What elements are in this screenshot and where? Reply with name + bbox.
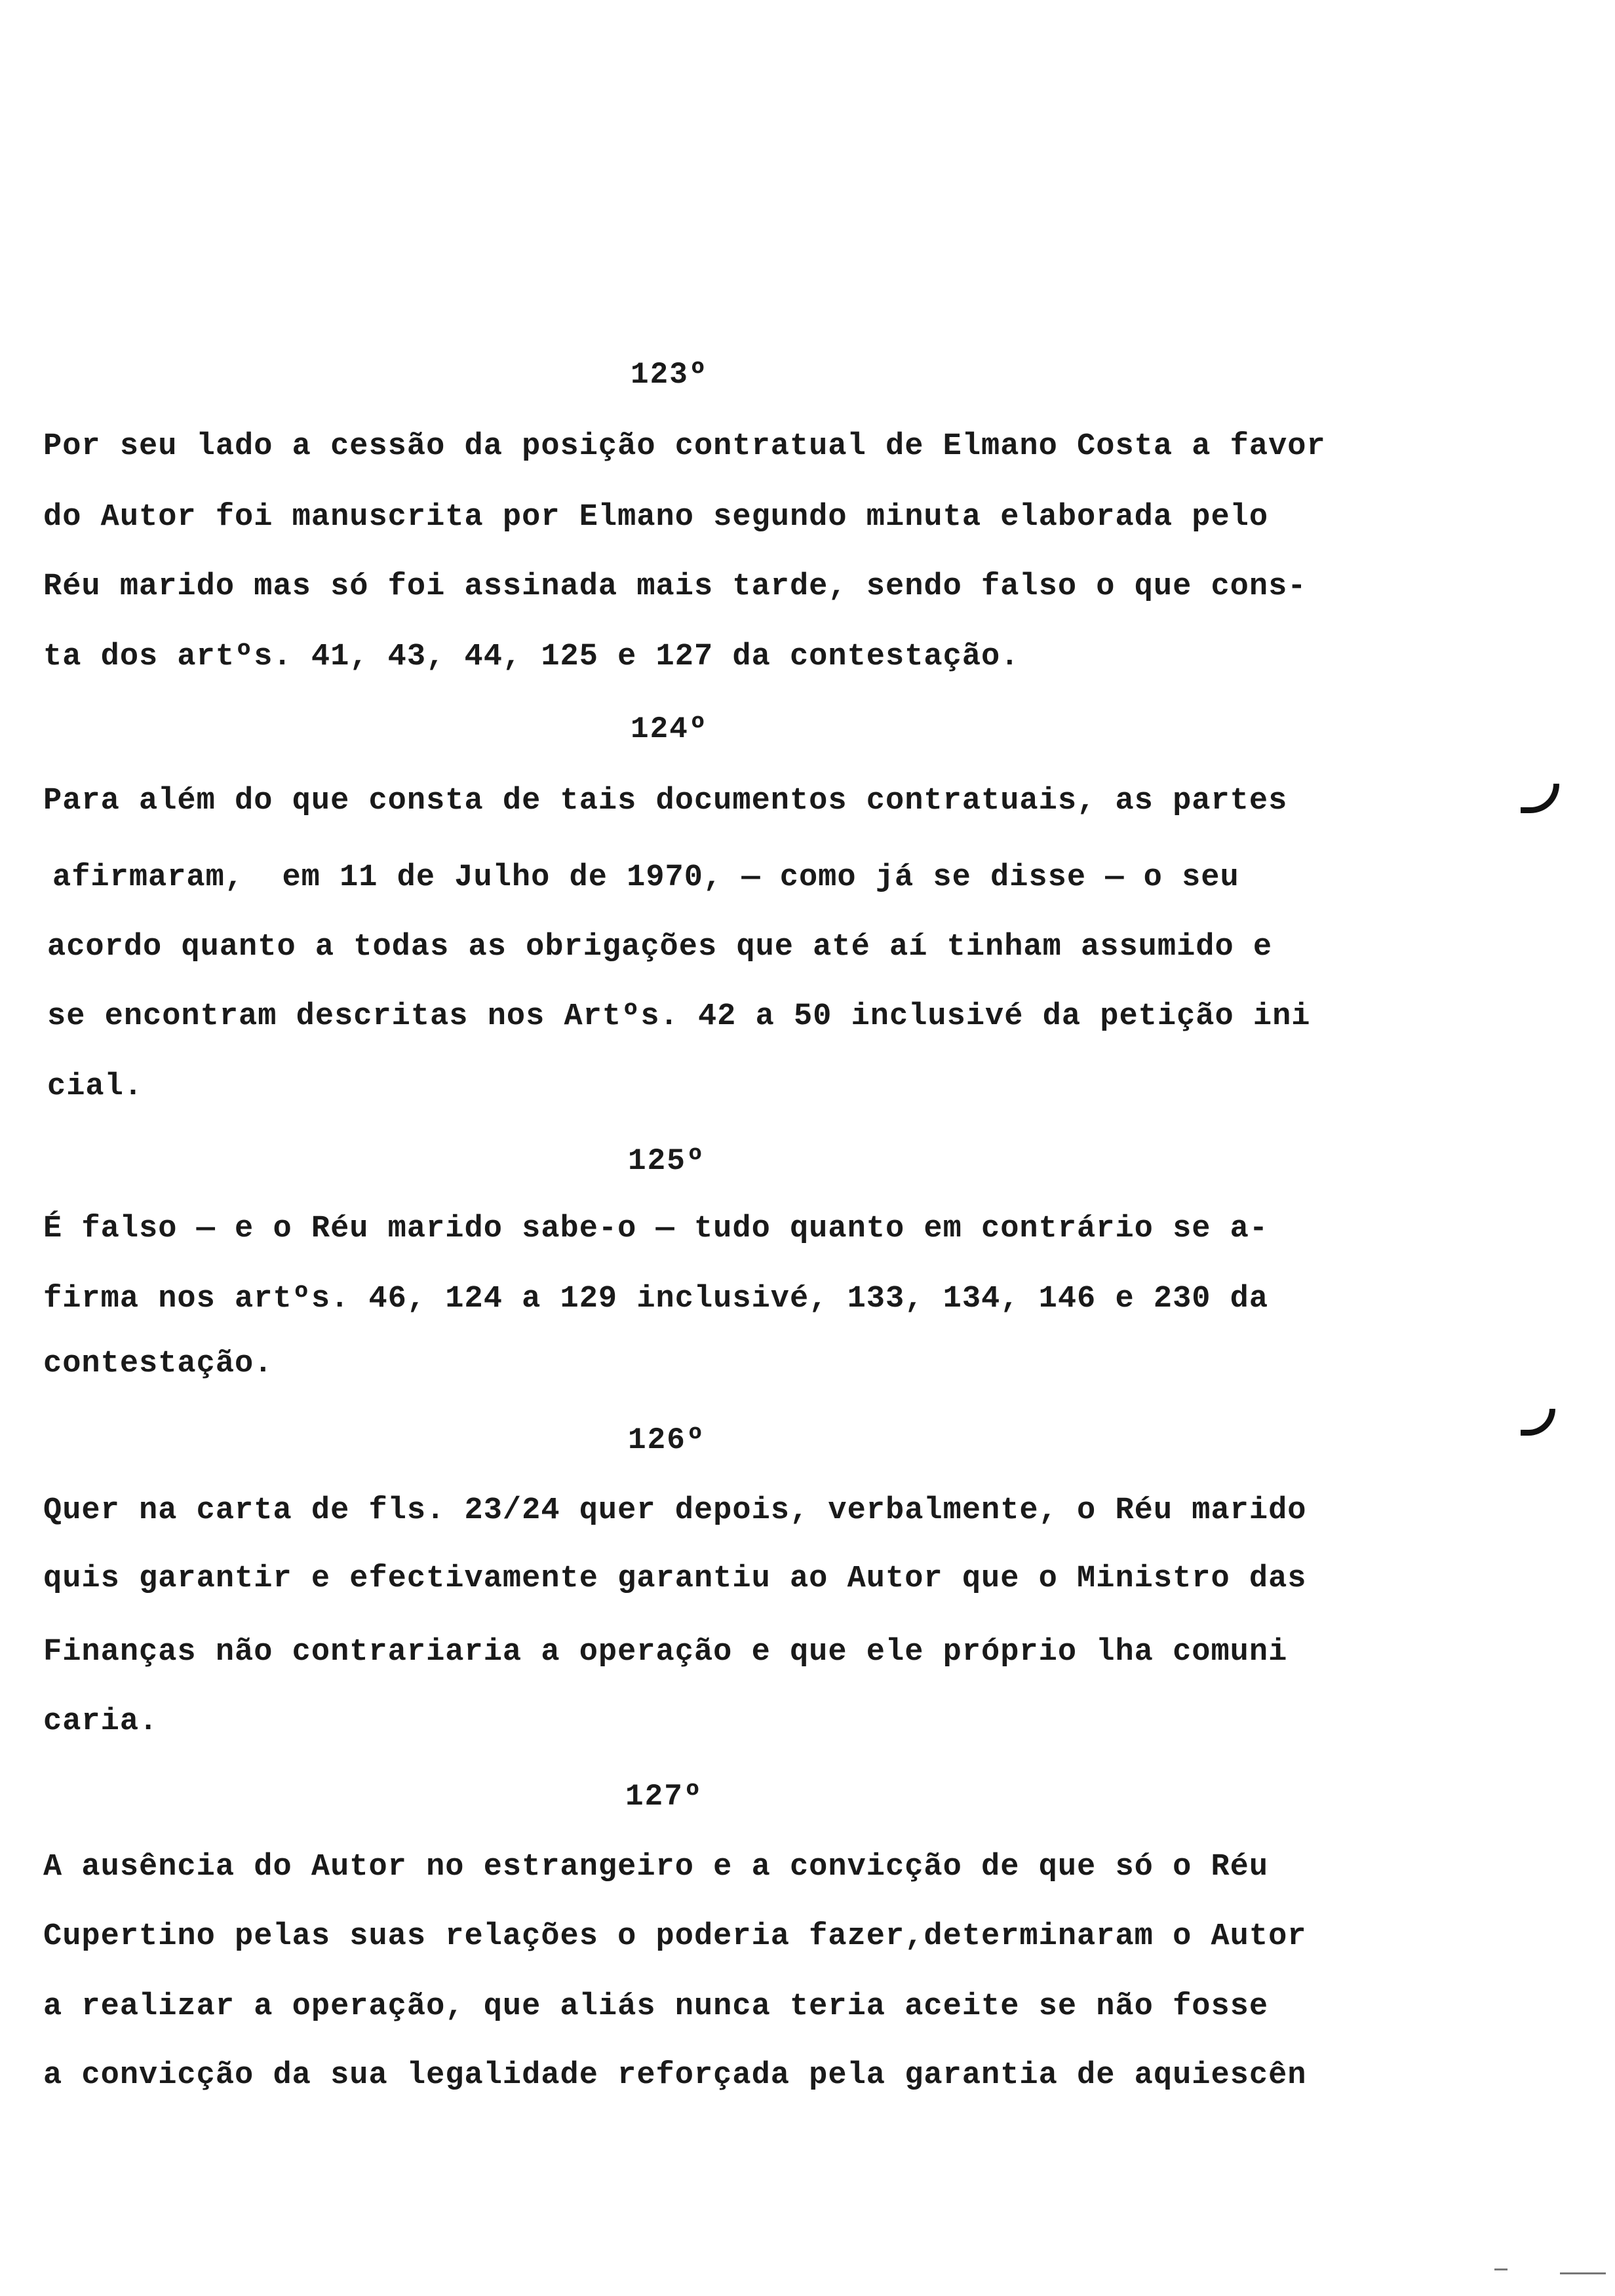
- text-line: Para além do que consta de tais documentos contratuais, as partes: [43, 784, 1288, 818]
- section-number-124: 124º: [631, 712, 709, 746]
- section-number-126: 126º: [628, 1423, 706, 1457]
- text-line: ta dos artºs. 41, 43, 44, 125 e 127 da contestação.: [43, 640, 1020, 674]
- scan-speck: [1560, 2272, 1606, 2274]
- text-line: É falso — e o Réu marido sabe-o — tudo quanto em contrário se a-: [43, 1212, 1269, 1246]
- text-line: A ausência do Autor no estrangeiro e a convicção de que só o Réu: [43, 1850, 1269, 1885]
- text-line: firma nos artºs. 46, 124 a 129 inclusivé, 133, 134, 146 e 230 da: [43, 1282, 1269, 1316]
- text-line: afirmaram, em 11 de Julho de 1970, — como já se disse — o seu: [52, 860, 1239, 895]
- check-mark-icon: [1521, 784, 1559, 813]
- text-line: caria.: [43, 1704, 159, 1739]
- section-number-123: 123º: [631, 358, 709, 392]
- text-line: cial.: [47, 1069, 144, 1104]
- section-number-125: 125º: [628, 1144, 706, 1178]
- text-line: se encontram descritas nos Artºs. 42 a 50 inclusivé da petição ini: [47, 999, 1311, 1034]
- text-line: Réu marido mas só foi assinada mais tarde, sendo falso o que cons-: [43, 569, 1307, 604]
- text-line: Por seu lado a cessão da posição contratual de Elmano Costa a favor: [43, 429, 1326, 464]
- text-line: Finanças não contrariaria a operação e que ele próprio lha comuni: [43, 1635, 1288, 1670]
- text-line: Quer na carta de fls. 23/24 quer depois, verbalmente, o Réu marido: [43, 1493, 1307, 1528]
- scan-speck: [1494, 2268, 1508, 2270]
- text-line: contestação.: [43, 1347, 273, 1381]
- text-line: acordo quanto a todas as obrigações que até aí tinham assumido e: [47, 930, 1273, 965]
- section-number-127: 127º: [625, 1780, 703, 1814]
- text-line: a realizar a operação, que aliás nunca teria aceite se não fosse: [43, 1989, 1269, 2024]
- check-mark-icon: [1521, 1409, 1555, 1436]
- text-line: do Autor foi manuscrita por Elmano segundo minuta elaborada pelo: [43, 500, 1269, 535]
- text-line: quis garantir e efectivamente garantiu ao Autor que o Ministro das: [43, 1561, 1307, 1596]
- text-line: Cupertino pelas suas relações o poderia fazer,determinaram o Autor: [43, 1919, 1307, 1954]
- text-line: a convicção da sua legalidade reforçada pela garantia de aquiescên: [43, 2058, 1307, 2093]
